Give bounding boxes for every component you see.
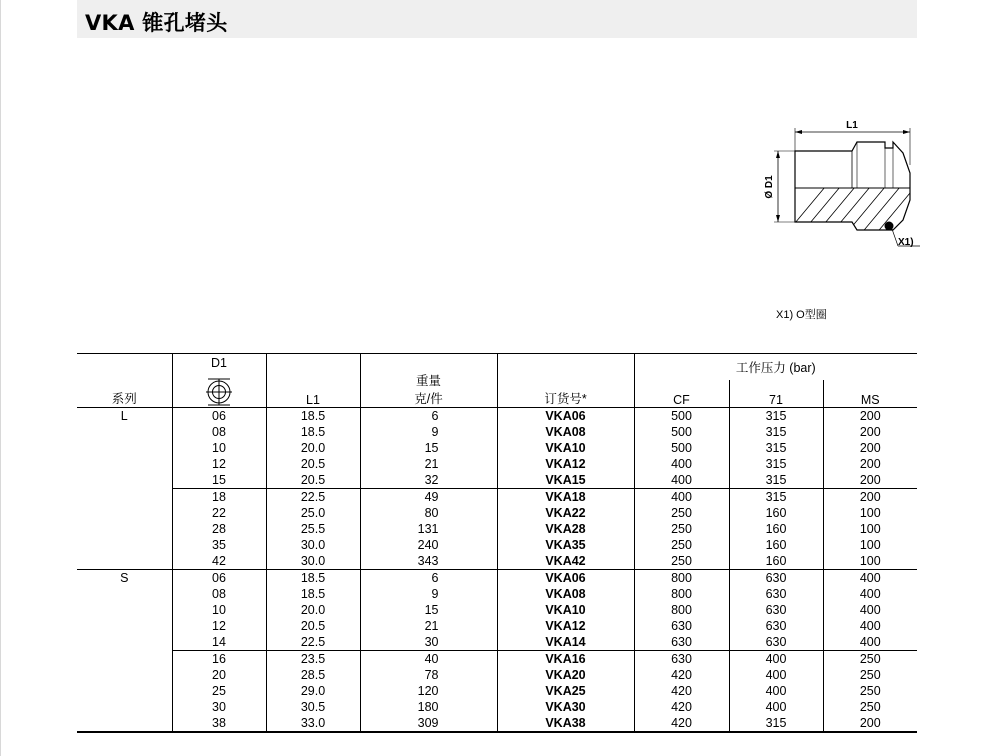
cell-order-number: VKA08 — [497, 424, 634, 440]
cell-series — [77, 651, 172, 668]
cell-d1: 14 — [172, 634, 266, 651]
cell-d1: 20 — [172, 667, 266, 683]
cell-l1: 20.5 — [266, 472, 360, 489]
cell-pressure-cf: 400 — [634, 472, 729, 489]
cell-l1: 25.5 — [266, 521, 360, 537]
cell-order-number: VKA10 — [497, 440, 634, 456]
cell-pressure-71: 160 — [729, 505, 823, 521]
cell-d1: 25 — [172, 683, 266, 699]
cell-order-number: VKA20 — [497, 667, 634, 683]
header-series: 系列 — [77, 354, 172, 408]
cell-pressure-cf: 500 — [634, 424, 729, 440]
table-row — [77, 618, 917, 634]
cell-pressure-71: 315 — [729, 440, 823, 456]
cell-pressure-71: 400 — [729, 651, 823, 668]
table-row — [77, 634, 917, 651]
cell-weight: 240 — [360, 537, 497, 553]
table-row — [77, 440, 917, 456]
cell-weight: 78 — [360, 667, 497, 683]
cell-series — [77, 553, 172, 570]
cell-pressure-ms: 250 — [823, 651, 917, 668]
cell-pressure-cf: 800 — [634, 570, 729, 587]
cell-weight: 40 — [360, 651, 497, 668]
header-cf: CF — [634, 380, 729, 407]
cell-order-number: VKA12 — [497, 456, 634, 472]
cell-d1: 28 — [172, 521, 266, 537]
cell-series — [77, 505, 172, 521]
cell-d1: 22 — [172, 505, 266, 521]
cell-d1: 12 — [172, 618, 266, 634]
cell-series — [77, 586, 172, 602]
cell-l1: 20.5 — [266, 618, 360, 634]
cell-pressure-cf: 400 — [634, 489, 729, 506]
cell-d1: 15 — [172, 472, 266, 489]
cell-l1: 20.0 — [266, 602, 360, 618]
table-row — [77, 537, 917, 553]
cell-d1: 10 — [172, 440, 266, 456]
cell-pressure-cf: 420 — [634, 715, 729, 732]
cell-weight: 32 — [360, 472, 497, 489]
cell-l1: 20.0 — [266, 440, 360, 456]
cell-pressure-ms: 200 — [859, 409, 881, 423]
cell-pressure-71: 315 — [729, 715, 823, 732]
cell-pressure-cf: 420 — [634, 683, 729, 699]
cell-order-number: VKA06 — [497, 408, 634, 425]
cell-pressure-cf: 630 — [634, 651, 729, 668]
cell-weight: 9 — [360, 586, 497, 602]
cell-pressure-71: 630 — [729, 586, 823, 602]
cell-series — [77, 440, 172, 456]
cell-weight: 343 — [360, 553, 497, 570]
cell-weight: 120 — [360, 683, 497, 699]
page-left-rule — [0, 0, 1, 756]
cell-l1: 30.0 — [266, 553, 360, 570]
cell-pressure-ms: 200 — [823, 715, 917, 732]
cell-series — [77, 699, 172, 715]
cell-order-number: VKA12 — [497, 618, 634, 634]
cell-weight: 80 — [360, 505, 497, 521]
cell-order-number: VKA08 — [497, 586, 634, 602]
cell-order-number: VKA22 — [497, 505, 634, 521]
header-pressure: 工作压力 (bar) — [634, 354, 917, 381]
table-row — [77, 505, 917, 521]
cell-order-number: VKA18 — [497, 489, 634, 506]
cell-series — [77, 667, 172, 683]
cell-l1: 18.5 — [266, 570, 360, 587]
cell-l1: 30.5 — [266, 699, 360, 715]
cell-l1: 33.0 — [266, 715, 360, 732]
cell-pressure-cf: 500 — [634, 440, 729, 456]
cell-d1: 35 — [172, 537, 266, 553]
cell-order-number: VKA25 — [497, 683, 634, 699]
spec-table-body — [77, 408, 917, 733]
cell-pressure-ms: 100 — [859, 538, 881, 552]
cell-pressure-cf: 800 — [634, 602, 729, 618]
cell-d1: 12 — [172, 456, 266, 472]
cell-pressure-ms: 400 — [859, 587, 881, 601]
cell-l1: 18.5 — [266, 586, 360, 602]
cell-d1: 06 — [172, 408, 266, 425]
cell-d1: 18 — [172, 489, 266, 506]
cell-series: L — [77, 408, 172, 425]
cell-pressure-71: 315 — [729, 408, 823, 425]
cell-pressure-cf: 630 — [634, 618, 729, 634]
cell-pressure-cf: 250 — [634, 521, 729, 537]
cell-order-number: VKA10 — [497, 602, 634, 618]
cell-pressure-71: 160 — [729, 537, 823, 553]
cell-pressure-ms: 200 — [859, 441, 881, 455]
cell-pressure-ms: 200 — [823, 489, 917, 506]
cell-l1: 28.5 — [266, 667, 360, 683]
table-row — [77, 521, 917, 537]
cell-order-number: VKA28 — [497, 521, 634, 537]
cell-pressure-71: 400 — [729, 683, 823, 699]
cell-pressure-71: 315 — [729, 456, 823, 472]
cell-weight: 309 — [360, 715, 497, 732]
cell-series — [77, 521, 172, 537]
cell-pressure-ms: 250 — [859, 684, 881, 698]
cell-l1: 23.5 — [266, 651, 360, 668]
cell-l1: 22.5 — [266, 489, 360, 506]
cell-pressure-cf: 630 — [634, 634, 729, 651]
cell-pressure-cf: 250 — [634, 537, 729, 553]
table-row — [77, 699, 917, 715]
table-row — [77, 424, 917, 440]
cell-pressure-71: 630 — [729, 634, 823, 651]
cell-pressure-cf: 800 — [634, 586, 729, 602]
table-row — [77, 602, 917, 618]
cell-pressure-cf: 250 — [634, 505, 729, 521]
cell-pressure-71: 630 — [729, 618, 823, 634]
cell-order-number: VKA30 — [497, 699, 634, 715]
cell-pressure-71: 630 — [729, 602, 823, 618]
cell-weight: 21 — [360, 456, 497, 472]
cell-pressure-ms: 400 — [859, 635, 881, 649]
l1-dimension-label: L1 — [846, 120, 858, 131]
table-row — [77, 489, 917, 506]
cell-d1: 38 — [172, 715, 266, 732]
cell-weight: 15 — [360, 602, 497, 618]
cell-order-number: VKA38 — [497, 715, 634, 732]
cell-pressure-ms: 200 — [859, 473, 881, 487]
header-d1 — [172, 354, 266, 408]
cell-series — [77, 472, 172, 489]
d1-dimension-label: Ø D1 — [764, 175, 775, 199]
cell-weight: 9 — [360, 424, 497, 440]
page-title: VKA 锥孔堵头 — [85, 11, 228, 35]
cell-pressure-ms: 400 — [859, 619, 881, 633]
cell-l1: 25.0 — [266, 505, 360, 521]
cell-series — [77, 683, 172, 699]
cell-pressure-ms: 400 — [859, 603, 881, 617]
cell-pressure-71: 400 — [729, 699, 823, 715]
cell-order-number: VKA42 — [497, 553, 634, 570]
cell-pressure-ms: 400 — [823, 570, 917, 587]
cell-series — [77, 489, 172, 506]
cell-pressure-ms: 200 — [859, 425, 881, 439]
header-order: 订货号* — [497, 354, 634, 408]
table-row — [77, 586, 917, 602]
cell-l1: 18.5 — [266, 408, 360, 425]
cell-d1: 08 — [172, 424, 266, 440]
cell-d1: 08 — [172, 586, 266, 602]
plug-drawing — [755, 115, 925, 255]
d1-crosshair-icon — [204, 377, 234, 407]
x1-callout-label: X1) — [898, 237, 914, 248]
cell-series — [77, 634, 172, 651]
cell-weight: 180 — [360, 699, 497, 715]
table-row — [77, 651, 917, 668]
header-d1-label: D1 — [211, 356, 227, 370]
cell-d1: 10 — [172, 602, 266, 618]
cell-pressure-ms: 100 — [859, 522, 881, 536]
cell-l1: 30.0 — [266, 537, 360, 553]
header-weight-line2: 克/件 — [414, 392, 443, 406]
cell-series — [77, 602, 172, 618]
cell-order-number: VKA15 — [497, 472, 634, 489]
cell-pressure-71: 315 — [729, 472, 823, 489]
table-row — [77, 570, 917, 587]
spec-table — [77, 353, 917, 733]
cell-pressure-ms: 100 — [859, 554, 881, 568]
table-row — [77, 472, 917, 489]
cell-l1: 22.5 — [266, 634, 360, 651]
cell-pressure-ms: 250 — [859, 700, 881, 714]
table-row — [77, 553, 917, 570]
cell-weight: 131 — [360, 521, 497, 537]
cell-d1: 16 — [172, 651, 266, 668]
cell-pressure-71: 315 — [729, 424, 823, 440]
table-row — [77, 456, 917, 472]
cell-weight: 6 — [360, 570, 497, 587]
header-weight — [360, 354, 497, 408]
cell-l1: 18.5 — [266, 424, 360, 440]
table-row — [77, 667, 917, 683]
cell-pressure-cf: 420 — [634, 667, 729, 683]
cell-pressure-cf: 250 — [634, 553, 729, 570]
cell-pressure-cf: 400 — [634, 456, 729, 472]
cell-d1: 06 — [172, 570, 266, 587]
cell-weight: 30 — [360, 634, 497, 651]
cell-weight: 15 — [360, 440, 497, 456]
table-row — [77, 683, 917, 699]
footnote-oring: X1) O型圈 — [776, 309, 827, 321]
cell-pressure-cf: 500 — [634, 408, 729, 425]
cell-pressure-71: 160 — [729, 553, 823, 570]
cell-order-number: VKA16 — [497, 651, 634, 668]
cell-pressure-71: 630 — [729, 570, 823, 587]
cell-order-number: VKA06 — [497, 570, 634, 587]
cell-weight: 6 — [360, 408, 497, 425]
cell-pressure-71: 315 — [729, 489, 823, 506]
cell-l1: 20.5 — [266, 456, 360, 472]
cell-weight: 21 — [360, 618, 497, 634]
cell-pressure-ms: 250 — [859, 668, 881, 682]
cell-pressure-ms: 100 — [859, 506, 881, 520]
header-71: 71 — [729, 380, 823, 407]
cell-l1: 29.0 — [266, 683, 360, 699]
cell-pressure-71: 400 — [729, 667, 823, 683]
cell-d1: 30 — [172, 699, 266, 715]
cell-series — [77, 618, 172, 634]
cell-pressure-71: 160 — [729, 521, 823, 537]
header-ms: MS — [860, 393, 880, 407]
cell-series — [77, 456, 172, 472]
cell-order-number: VKA35 — [497, 537, 634, 553]
cell-pressure-ms: 200 — [859, 457, 881, 471]
header-l1: L1 — [266, 354, 360, 408]
cell-order-number: VKA14 — [497, 634, 634, 651]
cell-weight: 49 — [360, 489, 497, 506]
cell-d1: 42 — [172, 553, 266, 570]
table-row — [77, 715, 917, 732]
cell-pressure-cf: 420 — [634, 699, 729, 715]
cell-series — [77, 424, 172, 440]
cell-series: S — [77, 570, 172, 587]
header-weight-line1: 重量 — [415, 374, 441, 388]
cell-series — [77, 715, 172, 732]
table-row — [77, 408, 917, 425]
title-bar — [77, 0, 917, 38]
cell-series — [77, 537, 172, 553]
